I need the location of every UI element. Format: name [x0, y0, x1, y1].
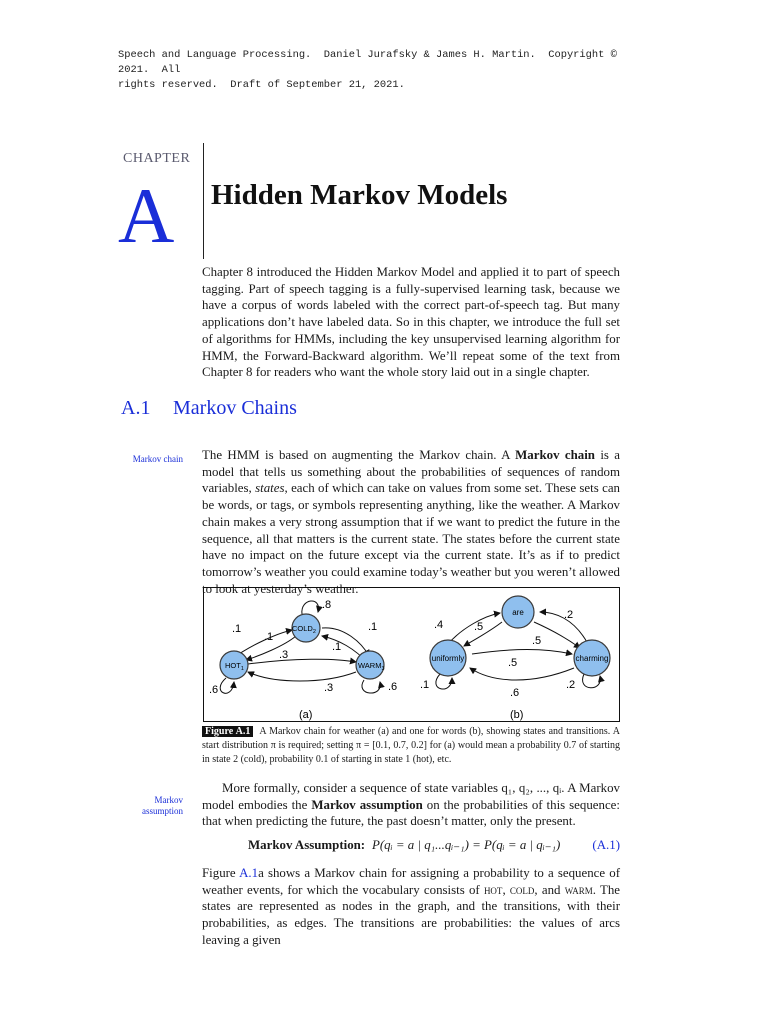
margin-note-line: Markov — [154, 795, 183, 805]
term-warm: warm — [564, 882, 593, 897]
margin-note-markov-assumption — [121, 795, 183, 816]
text-run: , — [502, 882, 510, 897]
chapter-letter: A — [118, 172, 175, 259]
edge-hot-warm — [248, 659, 356, 664]
margin-note-line: assumption — [141, 805, 183, 816]
text-run: on the probabilities of this sequence: that when predicting the future, the past doesn’t matter, only the present. — [202, 797, 620, 829]
section-heading — [121, 397, 297, 420]
edge-charming-uniformly — [470, 668, 574, 680]
node-cold-label: $COLD_2$ — [292, 624, 316, 635]
chapter-title: Hidden Markov Models — [211, 179, 508, 211]
node-are-label: are — [512, 608, 524, 617]
text-run: a shows a Markov chain for assigning a probability to a sequence of weather events, for which the vocabulary consists of — [202, 866, 620, 897]
edge-cold-warm — [322, 628, 369, 656]
text-run: Figure — [202, 866, 240, 880]
node-uniformly-label: uniformly — [431, 654, 465, 663]
prob-are-charming: .5 — [532, 635, 542, 647]
markov-chain-diagrams — [204, 588, 619, 721]
prob-cold-hot: .1 — [264, 631, 274, 643]
edge-warm-self — [362, 680, 380, 693]
prob-hot-self: .6 — [209, 684, 219, 696]
page-header — [118, 48, 638, 93]
intro-paragraph: Chapter 8 introduced the Hidden Markov Model and applied it to part of speech tagging. Part of speech tagging is a fully-supervised learning task, because we have a corpus of words labeled with the correct part-of-speech tag. But many applications don’t have labeled data. So in this chapter, we introduce the full set of algorithms for HMMs, including the key unsupervised learning algorithm for HMM, the Forward-Backward algorithm. We’ll repeat some of the text from Chapter 8 for readers who want the whole story laid out in a single chapter. — [202, 265, 620, 380]
text-run: , and — [534, 882, 565, 897]
markov-chain-paragraph — [202, 447, 620, 597]
node-warm-label: $WARM_3$ — [358, 661, 385, 672]
term-hot: hot — [483, 882, 503, 897]
diagram-b — [420, 596, 610, 721]
figure-description-paragraph — [202, 865, 620, 949]
chapter-label: CHAPTER — [123, 151, 191, 166]
prob-uniformly-charming: .5 — [508, 657, 518, 669]
edge-warm-hot — [248, 672, 356, 681]
section-title: Markov Chains — [173, 397, 297, 419]
term-states: states — [255, 481, 285, 496]
prob-warm-hot: .3 — [324, 682, 334, 694]
prob-hot-warm: .3 — [279, 649, 289, 661]
prob-warm-self: .6 — [388, 681, 398, 693]
edge-cold-self — [302, 601, 319, 614]
text-run: More formally, consider a sequence of state variables q₁, q₂, ..., qᵢ. A Markov model embodies the — [202, 781, 620, 812]
prob-are-uniformly: .5 — [474, 621, 484, 633]
term-markov-assumption: Markov assumption — [311, 797, 423, 812]
equation-formula: P(qᵢ = a | q₁...qᵢ₋₁) = P(qᵢ = a | qᵢ₋₁) — [372, 838, 561, 852]
chapter-divider — [203, 143, 204, 259]
node-charming-label: charming — [575, 654, 609, 663]
prob-hot-cold: .1 — [232, 623, 242, 635]
header-line-2: rights reserved. Draft of September 21, 2021. — [118, 79, 405, 91]
edge-hot-self — [220, 678, 234, 693]
prob-charming-are: .2 — [564, 609, 574, 621]
header-line-1: Speech and Language Processing. Daniel Jurafsky & James H. Martin. Copyright © 2021. All — [118, 49, 624, 76]
term-cold: cold — [509, 882, 535, 897]
text-run: The HMM is based on augmenting the Markov chain. A — [202, 448, 516, 462]
node-hot-label: $HOT_1$ — [225, 661, 244, 672]
section-number: A.1 — [121, 397, 151, 419]
prob-uniformly-are: .4 — [434, 619, 444, 631]
prob-charming-uniformly: .6 — [510, 687, 520, 699]
prob-uniformly-self: .1 — [420, 679, 430, 691]
diagram-a-label: (a) — [299, 709, 313, 721]
prob-warm-cold: .1 — [332, 641, 342, 653]
term-markov-chain: Markov chain — [515, 448, 595, 462]
diagram-b-label: (b) — [510, 709, 524, 721]
equation-label: Markov Assumption: — [248, 838, 366, 852]
figure-a1-box — [203, 587, 620, 722]
figure-reference-link[interactable]: A.1 — [239, 866, 259, 880]
prob-cold-self: .8 — [322, 599, 332, 611]
text-run: , each of which can take on values from some set. These sets can be words, or tags, or symbols representing anything, like the weather. A Markov chain makes a very strong assumption that if we want to predict the future in the sequence, all that matters is the current state. The states before the current state have no impact on the future except via the current state. It’s as if to predict tomorrow’s weather you could examine today’s weather but you weren’t allowed to look at yesterday’s weather. — [202, 481, 620, 596]
margin-note-markov-chain: Markov chain — [132, 454, 183, 464]
prob-charming-self: .2 — [566, 679, 576, 691]
figure-tag: Figure A.1 — [202, 726, 253, 737]
equation-number: (A.1) — [592, 838, 620, 852]
diagram-a — [209, 599, 397, 721]
prob-cold-warm: .1 — [368, 621, 378, 633]
edge-uniformly-charming — [472, 650, 572, 655]
figure-caption — [202, 725, 620, 766]
text-run: is a model that tells us something about the probabilities of sequences of random variables, — [202, 448, 621, 496]
markov-assumption-paragraph — [202, 780, 620, 830]
text-run: . The states are represented as nodes in the graph, and the transitions, with their probabilities, as edges. The transitions are probabilities: the values of arcs leaving a given — [202, 882, 620, 947]
caption-text: A Markov chain for weather (a) and one for words (b), showing states and transitions. A start distribution π is required; setting π = [0.1, 0.7, 0.2] for (a) would mean a probability 0.7 of starting in state 2 (cold), probability 0.1 of starting in state 1 (hot), etc. — [202, 726, 620, 765]
